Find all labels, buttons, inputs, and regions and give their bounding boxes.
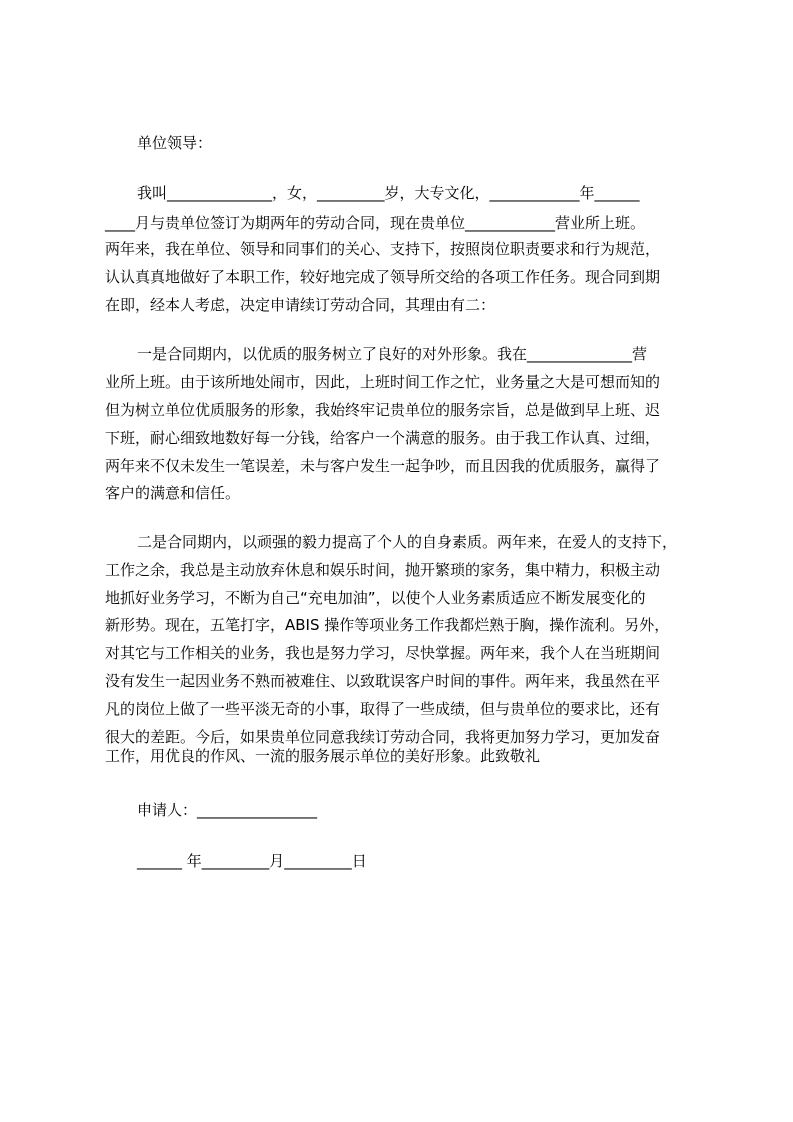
paragraph-1-line-3: 两年来，我在单位、领导和同事们的关心、支持下，按照岗位职责要求和行为规范， — [105, 240, 661, 258]
paragraph-1-line-1: 我叫______________，女，_________岁，大专文化，____________年______ — [137, 184, 640, 202]
paragraph-2-line-3: 但为树立单位优质服务的形象，我始终牢记贵单位的服务宗旨，总是做到早上班、迟 — [105, 401, 661, 419]
salutation: 单位领导： — [137, 134, 213, 152]
date-line: ______ 年_________月_________日 — [137, 852, 367, 870]
paragraph-1-line-4: 认认真真地做好了本职工作，较好地完成了领导所交给的各项工作任务。现合同到期 — [105, 268, 661, 286]
paragraph-3-line-1: 二是合同期内，以顽强的毅力提高了个人的自身素质。两年来，在爱人的支持下， — [137, 533, 678, 551]
paragraph-3-line-9: 工作，用优良的作风、一流的服务展示单位的美好形象。此致敬礼 — [105, 747, 541, 765]
paragraph-2-line-1: 一是合同期内，以优质的服务树立了良好的对外形象。我在______________营 — [137, 345, 648, 363]
paragraph-1-line-2: ____月与贵单位签订为期两年的劳动合同，现在贵单位____________营业所上班。 — [105, 214, 646, 232]
paragraph-3-line-4: 新形势。现在，五笔打字，ABIS 操作等项业务工作我都烂熟于胸，操作流利。另外， — [105, 616, 670, 634]
paragraph-2-line-4: 下班，耐心细致地数好每一分钱，给客户一个满意的服务。由于我工作认真、过细， — [105, 429, 661, 447]
paragraph-2-line-2: 业所上班。由于该所地处闹市，因此，上班时间工作之忙，业务量之大是可想而知的 — [105, 373, 661, 391]
paragraph-1-line-5: 在即，经本人考虑，决定申请续订劳动合同，其理由有二： — [105, 296, 496, 314]
paragraph-3-line-8: 很大的差距。今后，如果贵单位同意我续订劳动合同，我将更加努力学习，更加发奋 — [105, 728, 661, 746]
paragraph-3-line-5: 对其它与工作相关的业务，我也是努力学习，尽快掌握。两年来，我个人在当班期间 — [105, 644, 661, 662]
applicant-signature-line: 申请人：________________ — [137, 801, 318, 819]
paragraph-3-line-6: 没有发生一起因业务不熟而被难住、以致耽误客户时间的事件。两年来，我虽然在平 — [105, 672, 661, 690]
paragraph-3-line-7: 凡的岗位上做了一些平淡无奇的小事，取得了一些成绩，但与贵单位的要求比，还有 — [105, 700, 661, 718]
paragraph-2-line-5: 两年来不仅未发生一笔误差，未与客户发生一起争吵，而且因我的优质服务，赢得了 — [105, 457, 661, 475]
paragraph-2-line-6: 客户的满意和信任。 — [105, 484, 241, 502]
paragraph-3-line-3: 地抓好业务学习，不断为自己“充电加油”，以使个人业务素质适应不断发展变化的 — [105, 589, 646, 607]
paragraph-3-line-2: 工作之余，我总是主动放弃休息和娱乐时间，抛开繁琐的家务，集中精力，积极主动 — [105, 561, 661, 579]
